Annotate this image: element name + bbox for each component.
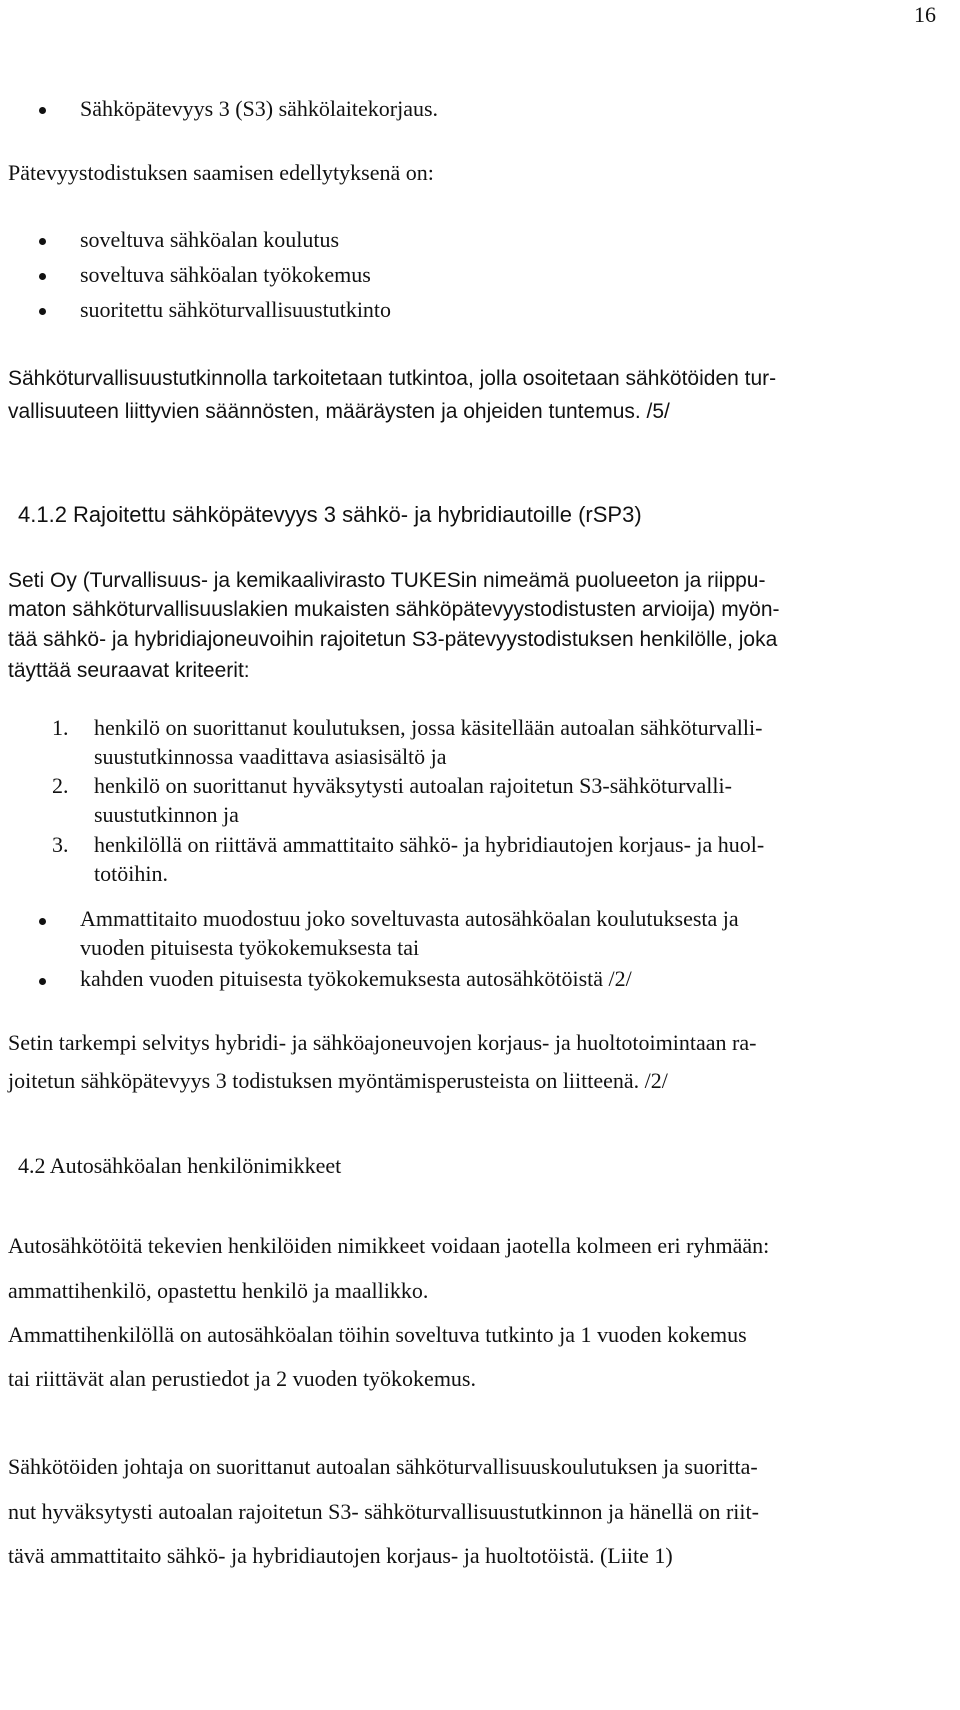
criteria-number: 3. bbox=[52, 832, 69, 857]
criteria-line: henkilöllä on riittävä ammattitaito sähkö- ja hybridiautojen korjaus- ja huol- bbox=[94, 832, 765, 857]
section-heading-412: 4.1.2 Rajoitettu sähköpätevyys 3 sähkö- ja hybridiautoille (rSP3) bbox=[18, 502, 642, 527]
page-number: 16 bbox=[914, 2, 936, 27]
criteria-line: henkilö on suorittanut hyväksytysti autoalan rajoitetun S3-sähköturvalli- bbox=[94, 773, 732, 798]
section-412-paragraph-line: maton sähköturvallisuuslakien mukaisten sähköpätevyystodistusten arvioija) myön- bbox=[8, 598, 780, 621]
requirement-item: soveltuva sähköalan työkokemus bbox=[80, 262, 371, 287]
section-42-paragraph-line: tai riittävät alan perustiedot ja 2 vuoden työkokemus. bbox=[8, 1366, 476, 1391]
bullet-icon bbox=[39, 238, 46, 245]
section-42-paragraph-line: Autosähkötöitä tekevien henkilöiden nimikkeet voidaan jaotella kolmeen eri ryhmään: bbox=[8, 1233, 770, 1258]
criteria-line: henkilö on suorittanut koulutuksen, jossa käsitellään autoalan sähköturvalli- bbox=[94, 715, 763, 740]
bullet-icon bbox=[39, 978, 46, 985]
skill-bullet-line: Ammattitaito muodostuu joko soveltuvasta autosähköalan koulutuksesta ja bbox=[80, 906, 739, 931]
section-412-paragraph-line: tää sähkö- ja hybridiajoneuvoihin rajoitetun S3-pätevyystodistuksen henkilölle, joka bbox=[8, 628, 778, 651]
bullet-icon bbox=[39, 918, 46, 925]
section-42-paragraph-line: Sähkötöiden johtaja on suorittanut autoalan sähköturvallisuuskoulutuksen ja suoritta- bbox=[8, 1454, 758, 1479]
section-42-paragraph-line: tävä ammattitaito sähkö- ja hybridiautojen korjaus- ja huoltotöistä. (Liite 1) bbox=[8, 1543, 673, 1568]
bullet-icon bbox=[39, 308, 46, 315]
bullet-icon bbox=[39, 273, 46, 280]
requirement-item: suoritettu sähköturvallisuustutkinto bbox=[80, 297, 392, 322]
seti-paragraph-line: joitetun sähköpätevyys 3 todistuksen myöntämisperusteista on liitteenä. /2/ bbox=[8, 1068, 668, 1093]
section-42-paragraph-line: ammattihenkilö, opastettu henkilö ja maallikko. bbox=[8, 1278, 429, 1303]
section-412-paragraph-line: täyttää seuraavat kriteerit: bbox=[8, 659, 250, 682]
top-bullet-text: Sähköpätevyys 3 (S3) sähkölaitekorjaus. bbox=[80, 96, 439, 121]
exam-paragraph-line: vallisuuteen liittyvien säännösten, määräysten ja ohjeiden tuntemus. /5/ bbox=[8, 400, 670, 423]
requirement-item: soveltuva sähköalan koulutus bbox=[80, 227, 340, 252]
skill-bullet-line: vuoden pituisesta työkokemuksesta tai bbox=[80, 935, 420, 960]
section-heading-42: 4.2 Autosähköalan henkilönimikkeet bbox=[18, 1153, 342, 1178]
exam-paragraph-line: Sähköturvallisuustutkinnolla tarkoitetaan tutkintoa, jolla osoitetaan sähkötöiden tur- bbox=[8, 367, 777, 390]
skill-bullet-line: kahden vuoden pituisesta työkokemuksesta autosähkötöistä /2/ bbox=[80, 966, 632, 991]
criteria-line: suustutkinnossa vaadittava asiasisältö ja bbox=[94, 744, 447, 769]
bullet-icon bbox=[39, 107, 46, 114]
section-42-paragraph-line: Ammattihenkilöllä on autosähköalan töihin soveltuva tutkinto ja 1 vuoden kokemus bbox=[8, 1322, 747, 1347]
criteria-number: 1. bbox=[52, 715, 69, 740]
section-42-paragraph-line: nut hyväksytysti autoalan rajoitetun S3- sähköturvallisuustutkinnon ja hänellä on riit- bbox=[8, 1499, 759, 1524]
criteria-line: totöihin. bbox=[94, 861, 168, 886]
criteria-number: 2. bbox=[52, 773, 69, 798]
section-412-paragraph-line: Seti Oy (Turvallisuus- ja kemikaalivirasto TUKESin nimeämä puolueeton ja riippu- bbox=[8, 569, 766, 592]
requirements-intro: Pätevyystodistuksen saamisen edellytyksenä on: bbox=[8, 160, 434, 185]
criteria-line: suustutkinnon ja bbox=[94, 802, 239, 827]
seti-paragraph-line: Setin tarkempi selvitys hybridi- ja sähköajoneuvojen korjaus- ja huoltotoimintaan ra- bbox=[8, 1030, 757, 1055]
